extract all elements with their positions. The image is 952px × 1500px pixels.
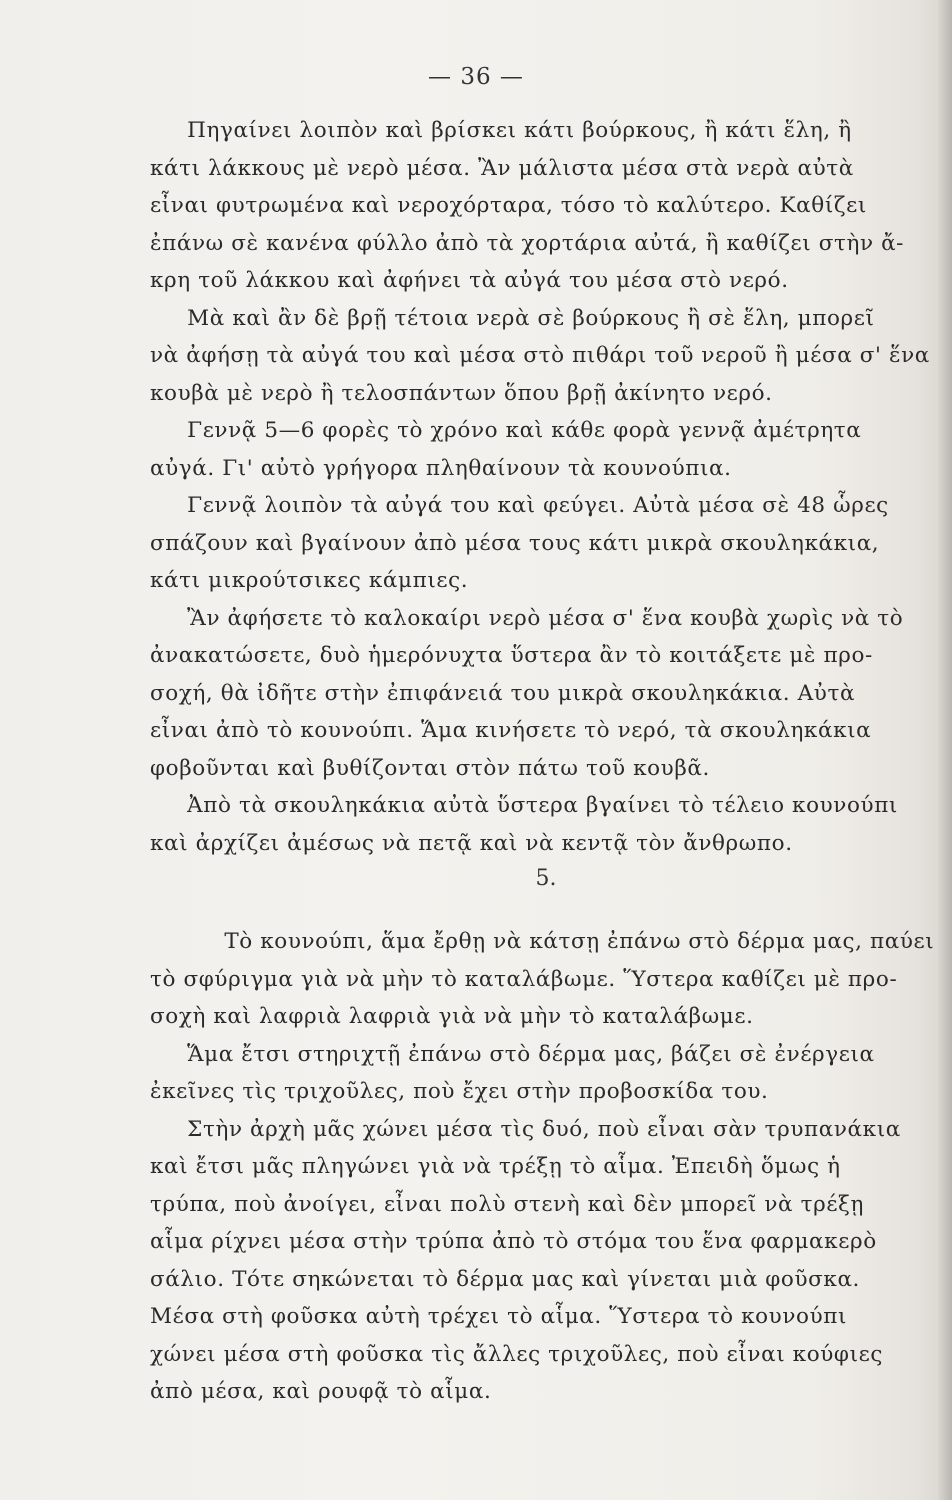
text-line: σοχή, θὰ ἰδῆτε στὴν ἐπιφάνειά του μικρὰ σκουληκάκια. Αὐτὰ (150, 680, 856, 706)
text-line: καὶ ἀρχίζει ἀμέσως νὰ πετᾷ καὶ νὰ κεντᾷ τὸν ἄνθρωπο. (150, 830, 793, 856)
text-line: καὶ ἔτσι μᾶς πληγώνει γιὰ νὰ τρέξῃ τὸ αἷμα. Ἐπειδὴ ὅμως ἡ (150, 1154, 841, 1179)
text-line: κάτι λάκκους μὲ νερὸ μέσα. Ἂν μάλιστα μέσα στὰ νερὰ αὐτὰ (150, 155, 854, 181)
text-line: χώνει μέσα στὴ φοῦσκα τὶς ἄλλες τριχοῦλες, ποὺ εἶναι κούφιες (150, 1341, 883, 1367)
text-line: Τὸ κουνούπι, ἅμα ἔρθῃ νὰ κάτσῃ ἐπάνω στὸ δέρμα μας, παύει (150, 929, 935, 954)
text-block-top (150, 112, 940, 862)
page-number: — 36 — (428, 64, 524, 90)
text-line: εἶναι ἀπὸ τὸ κουνούπι. Ἅμα κινήσετε τὸ νερό, τὰ σκουληκάκια (150, 718, 872, 743)
text-line: νὰ ἀφήσῃ τὰ αὐγά του καὶ μέσα στὸ πιθάρι τοῦ νεροῦ ἢ μέσα σ' ἕνα (150, 343, 930, 368)
text-line: ἐκεῖνες τὶς τριχοῦλες, ποὺ ἔχει στὴν προβοσκίδα του. (150, 1079, 769, 1104)
text-line: ἀνακατώσετε, δυὸ ἡμερόνυχτα ὕστερα ἂν τὸ κοιτάξετε μὲ προ- (150, 643, 873, 668)
text-line: Γεννᾷ λοιπὸν τὰ αὐγά του καὶ φεύγει. Αὐτὰ μέσα σὲ 48 ὧρες (150, 493, 889, 518)
text-line: σάλιο. Τότε σηκώνεται τὸ δέρμα μας καὶ γίνεται μιὰ φοῦσκα. (150, 1266, 860, 1292)
text-line: σπάζουν καὶ βγαίνουν ἀπὸ μέσα τους κάτι μικρὰ σκουληκάκια, (150, 530, 880, 556)
text-line: Μέσα στὴ φοῦσκα αὐτὴ τρέχει τὸ αἷμα. Ὕστερα τὸ κουνούπι (150, 1304, 848, 1329)
text-line: κουβὰ μὲ νερὸ ἢ τελοσπάντων ὅπου βρῇ ἀκίνητο νερό. (150, 380, 773, 406)
text-line: αὐγά. Γι' αὐτὸ γρήγορα πληθαίνουν τὰ κουνούπια. (150, 455, 732, 481)
text-line: αἷμα ρίχνει μέσα στὴν τρύπα ἀπὸ τὸ στόμα του ἕνα φαρμακερὸ (150, 1229, 877, 1254)
text-line: ἐπάνω σὲ κανένα φύλλο ἀπὸ τὰ χορτάρια αὐτά, ἢ καθίζει στὴν ἄ- (150, 230, 905, 256)
text-line: ἀπὸ μέσα, καὶ ρουφᾷ τὸ αἷμα. (150, 1379, 492, 1404)
text-line: εἶναι φυτρωμένα καὶ νεροχόρταρα, τόσο τὸ καλύτερο. Καθίζει (150, 193, 867, 218)
text-line: φοβοῦνται καὶ βυθίζονται στὸν πάτω τοῦ κουβᾶ. (150, 755, 710, 781)
text-line: κάτι μικρούτσικες κάμπιες. (150, 568, 469, 593)
text-line: Ἅμα ἔτσι στηριχτῇ ἐπάνω στὸ δέρμα μας, βάζει σὲ ἐνέργεια (150, 1041, 875, 1067)
text-line: Ἂν ἀφήσετε τὸ καλοκαίρι νερὸ μέσα σ' ἕνα κουβὰ χωρὶς νὰ τὸ (150, 605, 904, 631)
text-line: Μὰ καὶ ἂν δὲ βρῇ τέτοια νερὰ σὲ βούρκους ἢ σὲ ἕλη, μπορεῖ (150, 305, 875, 331)
text-line: τρύπα, ποὺ ἀνοίγει, εἶναι πολὺ στενὴ καὶ δὲν μπορεῖ νὰ τρέξῃ (150, 1191, 864, 1217)
text-line: Στὴν ἀρχὴ μᾶς χώνει μέσα τὶς δυό, ποὺ εἶναι σὰν τρυπανάκια (150, 1116, 901, 1142)
text-line: τὸ σφύριγμα γιὰ νὰ μὴν τὸ καταλάβωμε. Ὕστερα καθίζει μὲ προ- (150, 966, 898, 992)
text-line: Γεννᾷ 5—6 φορὲς τὸ χρόνο καὶ κάθε φορὰ γεννᾷ ἀμέτρητα (150, 418, 862, 443)
text-block-bottom (150, 923, 940, 1411)
text-line: κρη τοῦ λάκκου καὶ ἀφήνει τὰ αὐγά του μέσα στὸ νερό. (150, 268, 789, 293)
text-line: Πηγαίνει λοιπὸν καὶ βρίσκει κάτι βούρκους, ἢ κάτι ἕλη, ἢ (150, 118, 852, 143)
section-number: 5. (535, 866, 557, 891)
text-line: Ἀπὸ τὰ σκουληκάκια αὐτὰ ὕστερα βγαίνει τὸ τέλειο κουνούπι (150, 793, 898, 818)
text-line: σοχὴ καὶ λαφριὰ λαφριὰ γιὰ νὰ μὴν τὸ καταλάβωμε. (150, 1004, 754, 1029)
page-spine-shadow (938, 0, 952, 1500)
